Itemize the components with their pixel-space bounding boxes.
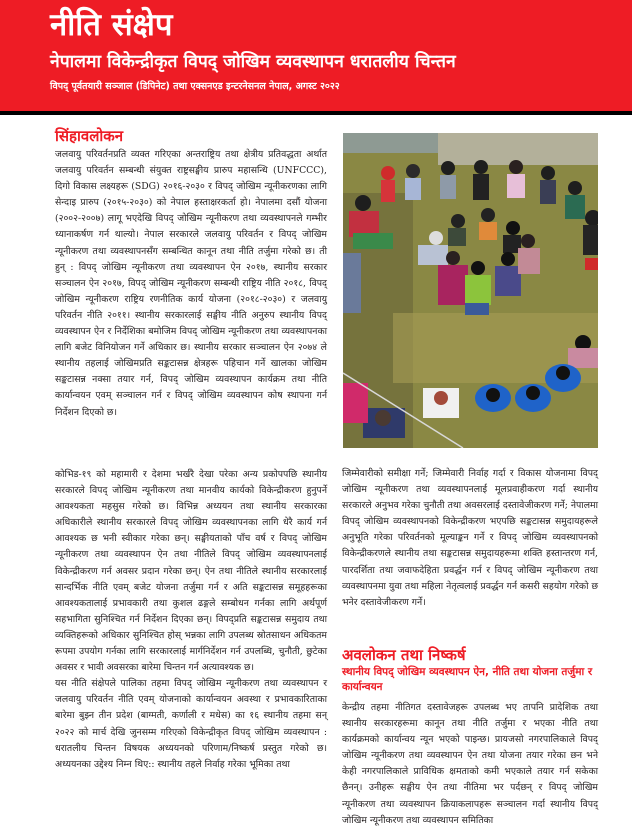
- overview-column-3: [342, 466, 598, 611]
- overview-paragraph-3: यस नीति संक्षेपले पालिका तहमा विपद् जोखिम न्यूनीकरण तथा व्यवस्थापन र जलवायु परिवर्तन नीति एवम् योजनाको कार्यान्वयन अवस्था र प्रभावकारिताका बारेमा बुझ्न तीन प्रदेश (बाग्मती, कर्णाली र मधेस) का १६ स्थानीय तहमा सन् २०२२ को मार्च देखि जुनसम्म गरिएको विकेन्द्रीकृत विपद् जोखिम व्यवस्थापन : धरातलीय चिन्तन विषयक अध्ययनको परिणाम/निष्कर्ष प्रस्तुत गरेको छ। अध्ययनका उद्देश्य निम्न थिए:: स्थानीय तहले निर्वाह गरेका भूमिका तथा: [55, 678, 327, 770]
- overview-column-1: [55, 147, 327, 421]
- overview-paragraph-3-continued: जिम्मेवारीको समीक्षा गर्ने; जिम्मेवारी निर्वाह गर्दा र विकास योजनामा विपद् जोखिम न्यूनीकरण तथा व्यवस्थापनलाई मूलप्रवाहीकरण गर्दा स्थानीय सरकारले अनुभव गरेका चुनौती तथा अवसरलाई दस्तावेजीकरण गर्ने; नेपालमा विपद् जोखिम व्यवस्थापनको विकेन्द्रीकरण भएपछि सङ्कटासन्न समुदायहरूले अनुभूति गरेका परिवर्तनको मूल्याङ्कन गर्ने र विपद् जोखिम व्यवस्थापनको विकेन्द्रीकरणले स्थानीय तथा सङ्कटासन्न समुदायहरूमा शक्ति हस्तान्तरण गर्न, पारदर्शिता तथा जवाफदेहिता प्रवर्द्धन गर्न र विपद् जोखिम न्यूनीकरण तथा व्यवस्थापनमा युवा तथा महिला नेतृत्वलाई प्रवर्द्धन गर्न कसरी सहयोग गरेको छ भनेर दस्तावेजीकरण गर्ने।: [342, 468, 598, 608]
- brief-byline: विपद् पूर्वतयारी सञ्जाल (डिपिनेट) तथा एक्सनएड इन्टरनेसनल नेपाल, अगस्ट २०२२: [50, 81, 340, 92]
- photo-illustration: [343, 133, 598, 448]
- brief-header: [0, 0, 632, 111]
- community-meeting-photo: [343, 133, 598, 448]
- overview-paragraph-2: कोभिड-१९ को महामारी र देशमा भर्खरै देखा परेका अन्य प्रकोपपछि स्थानीय सरकारले विपद् जोखिम न्यूनीकरण तथा मानवीय कार्यको विकेन्द्रीकरण हुनुपर्ने आवश्यकता महसुस गरेको छ। विभिन्न अध्ययन तथा स्थानीय सरकारका अधिकारीले स्थानीय सरकारले विपद् जोखिम व्यवस्थापनका लागि धेरै कार्य गर्न आवश्यक छ भनी स्वीकार गरेका छन्। सङ्घीयताको पाँच वर्ष र विपद् जोखिम न्यूनीकरण तथा व्यवस्थापन ऐन तथा नीतिले विपद् जोखिम व्यवस्थापनलाई विकेन्द्रीकरण गर्न अवसर प्रदान गरेका छन्। ऐन तथा नीतिले स्थानीय सरकारलाई सान्दर्भिक नीति एवम् बजेट योजना तर्जुमा गर्न र अति सङ्कटासन्न समूहहरूका आवश्यकतालाई प्रभावकारी तथा कुशल ढङ्गले सम्बोधन गर्नका लागि अर्थपूर्ण सहभागिता सुनिश्चित गर्न निर्देशन दिएका छन्। विपद्प्रति सङ्कटासन्न समुदाय तथा व्यक्तिहरूको अधिकार सुनिश्चित होस् भन्नका लागि उपलब्ध स्रोतसाधन अधिकतम रूपमा उपयोग गर्नका लागि सरकारलाई मार्गनिर्देशन गर्न उपलब्धि, चुनौती, छुटेका अवसर र भावी अवसरका बारेमा चिन्तन गर्न अत्यावश्यक छ।: [55, 469, 327, 674]
- findings-paragraph-1: केन्द्रीय तहमा नीतिगत दस्तावेजहरू उपलब्ध भए तापनि प्रादेशिक तथा स्थानीय सरकारहरूमा कानून तथा नीति तर्जुमा र भएका नीति तथा कार्यक्रमको कार्यान्वय न्यून भएको पाइन्छ। प्रायजसो नगरपालिकाले विपद् जोखिम न्यूनीकरण तथा व्यवस्थापन ऐन तथा योजना तयार गरेका छन भने केही नगरपालिकाले प्राविधिक क्षमताको कमी भएकाले तयार गर्न सकेका छैनन्। उनीहरू सङ्घीय ऐन तथा नीतिमा भर पर्दछन् र विपद् जोखिम न्यूनीकरण तथा व्यवस्थापन क्रियाकलापहरू सञ्चालन गर्दा स्थानीय विपद् जोखिम न्यूनीकरण तथा व्यवस्थापन समितिका: [342, 702, 598, 826]
- findings-subheading: स्थानीय विपद् जोखिम व्यवस्थापन ऐन, नीति तथा योजना तर्जुमा र कार्यान्वयन: [342, 666, 593, 693]
- findings-heading: अवलोकन तथा निष्कर्ष: [342, 646, 466, 664]
- overview-column-2: [55, 467, 327, 773]
- brief-title: नेपालमा विकेन्द्रीकृत विपद् जोखिम व्यवस्थापन धरातलीय चिन्तन: [50, 52, 456, 72]
- header-divider: [0, 111, 632, 115]
- overview-paragraph-1: जलवायु परिवर्तनप्रति व्यक्त गरिएका अन्तराष्ट्रिय तथा क्षेत्रीय प्रतिवद्धता अर्थात जलवायु परिवर्तन सम्बन्धी संयुक्त राष्ट्रसङ्घीय प्रारुप महासन्धि (UNFCCC), दिगो विकास लक्ष्यहरू (SDG) २०१६-२०३० र विपद् जोखिम न्यूनीकरणका लागि सेन्दाइ प्रारुप (२०१५-२०३०) को नेपाल हस्ताक्षरकर्ता हो। नेपालमा दसौं योजना (२००२-२००७) लागू भएदेखि विपद् जोखिम न्यूनीकरण तथा व्यवस्थापनले गम्भीर ध्यानाकर्षण गर्न थाल्यो। नेपाल सरकारले जलवायु परिवर्तन र विपद् जोखिम न्यूनीकरण तथा व्यवस्थापनसँग सम्बन्धित कानून तथा नीति तर्जुमा गरेको छ। ती हुन् : विपद् जोखिम न्यूनीकरण तथा व्यवस्थापन ऐन २०१७, स्थानीय सरकार सञ्चालन ऐन २०१७, विपद् जोखिम न्यूनीकरण सम्बन्धी राष्ट्रिय नीति २०१८, विपद् जोखिम न्यूनीकरण राष्ट्रिय रणनीतिक कार्य योजना (२०१८-२०३०) र जलवायु परिवर्तन नीति २०११। स्थानीय सरकारलाई सङ्घीय नीति अनुरुप स्थानीय विपद् व्यवस्थापन ऐन र निर्देशिका बमोजिम विपद् जोखिम न्यूनीकरण तथा व्यवस्थापनका लागि बजेट विनियोजन गर्ने अधिकार छ। स्थानीय सरकार सञ्चालन ऐन २०७४ ले स्थानीय तहलाई जोखिमप्रति सङ्कटासन्न क्षेत्रहरू पहिचान गर्ने खालका जोखिम सङ्कटासन्न नक्सा तयार गर्न, विपद् जोखिम व्यवस्थापन कार्यक्रम तथा नीति कार्यान्वयन एवम् सञ्चालन गर्न र विपद् जोखिम व्यवस्थापन कोष स्थापना गर्न निर्देशन दिएको छ।: [55, 149, 327, 418]
- brief-label: नीति संक्षेप: [50, 7, 173, 43]
- overview-heading: सिंहावलोकन: [55, 127, 124, 145]
- findings-column: [342, 700, 598, 829]
